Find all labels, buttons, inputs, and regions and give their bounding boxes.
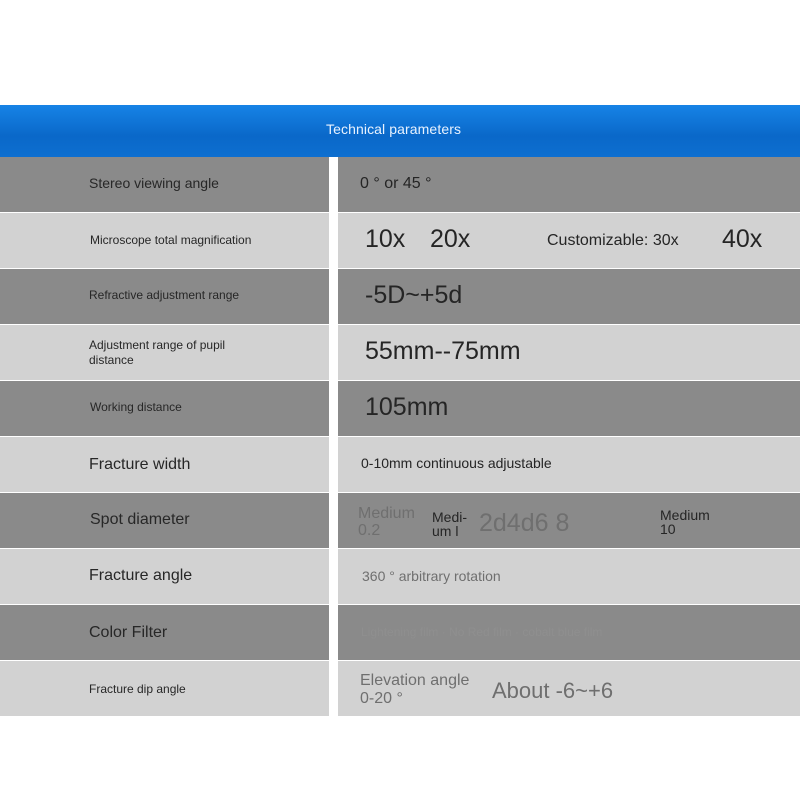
- spot-diameter-options: 2d4d6 8: [479, 509, 570, 537]
- row-microscope-total-magnification: [0, 213, 800, 268]
- about-range-value: About -6~+6: [492, 678, 614, 703]
- parameter-label-cell: [0, 605, 329, 660]
- elevation-angle-line-2: 0-20 °: [360, 690, 403, 707]
- refractive-adjustment-range-label: Refractive adjustment range: [89, 288, 240, 302]
- stereo-viewing-angle-label: Stereo viewing angle: [89, 175, 219, 191]
- pupil-distance-label-line-2: distance: [89, 353, 134, 367]
- parameter-label-cell: [0, 269, 329, 324]
- stereo-viewing-angle-value: 0 ° or 45 °: [360, 175, 432, 192]
- parameter-value-cell: [338, 213, 800, 268]
- row-color-filter: [0, 605, 800, 660]
- spot-medium-l-line-2: um l: [432, 523, 459, 539]
- row-refractive-adjustment-range: [0, 269, 800, 324]
- magnification-10x: 10x: [365, 225, 406, 253]
- working-distance-value: 105mm: [365, 393, 449, 421]
- parameter-label-cell: [0, 661, 329, 716]
- parameter-value-cell: [338, 157, 800, 212]
- microscope-total-magnification-label: Microscope total magnification: [90, 233, 252, 247]
- magnification-40x: 40x: [722, 225, 763, 253]
- working-distance-label: Working distance: [90, 400, 182, 414]
- parameter-value-cell: [338, 269, 800, 324]
- parameters-table: [0, 157, 800, 719]
- fracture-dip-angle-label: Fracture dip angle: [89, 682, 186, 696]
- elevation-angle-line-1: Elevation angle: [360, 672, 470, 689]
- parameter-label-cell: [0, 213, 329, 268]
- spot-diameter-label: Spot diameter: [90, 511, 190, 528]
- spot-medium-10-line-2: 10: [660, 521, 676, 537]
- spot-medium-02-line-1: Medium: [358, 505, 415, 522]
- fracture-width-value: 0-10mm continuous adjustable: [361, 455, 552, 471]
- pupil-distance-label-line-1: Adjustment range of pupil: [89, 338, 226, 352]
- spot-medium-10-line-1: Medium: [660, 507, 710, 523]
- pupil-distance-value: 55mm--75mm: [365, 337, 521, 365]
- parameter-value-cell: [338, 605, 800, 660]
- row-spot-diameter: [0, 493, 800, 548]
- spot-medium-02-line-2: 0.2: [358, 522, 381, 539]
- parameter-label-cell: [0, 549, 329, 604]
- parameter-value-cell: [338, 549, 800, 604]
- parameter-label-cell: [0, 157, 329, 212]
- parameter-value-cell: [338, 325, 800, 380]
- parameter-value-cell: [338, 493, 800, 548]
- parameter-label-cell: [0, 493, 329, 548]
- row-fracture-angle: [0, 549, 800, 604]
- header-title: Technical parameters: [326, 121, 462, 137]
- color-filter-value: Lightening film · No Red film · cobalt blue film: [361, 625, 603, 639]
- parameter-label-cell: [0, 325, 329, 380]
- parameter-value-cell: [338, 661, 800, 716]
- color-filter-label: Color Filter: [89, 624, 168, 641]
- parameters-header: [0, 105, 800, 157]
- row-working-distance: [0, 381, 800, 436]
- fracture-width-label: Fracture width: [89, 456, 191, 473]
- row-fracture-width: [0, 437, 800, 492]
- customizable-30x: Customizable: 30x: [547, 232, 679, 249]
- row-stereo-viewing-angle: [0, 157, 800, 212]
- spot-medium-l-line-1: Medi-: [432, 509, 468, 525]
- fracture-angle-value: 360 ° arbitrary rotation: [362, 568, 501, 584]
- row-pupil-distance: [0, 325, 800, 380]
- parameter-label-cell: [0, 381, 329, 436]
- magnification-20x: 20x: [430, 225, 471, 253]
- fracture-angle-label: Fracture angle: [89, 567, 193, 584]
- row-fracture-dip-angle: [0, 661, 800, 716]
- parameter-label-cell: [0, 437, 329, 492]
- parameter-value-cell: [338, 381, 800, 436]
- parameter-value-cell: [338, 437, 800, 492]
- refractive-adjustment-range-value: -5D~+5d: [365, 281, 463, 309]
